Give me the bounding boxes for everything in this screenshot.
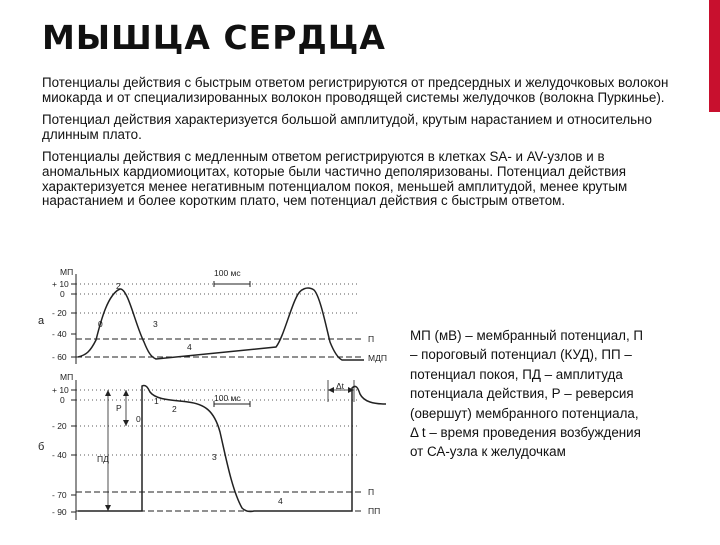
panel-b-phase-1: 1 (154, 396, 159, 406)
panel-b-tick: + 10 (52, 385, 69, 395)
panel-a-trace (78, 288, 364, 360)
reversal-arrowhead (123, 390, 129, 396)
panel-a-phase-0: 0 (98, 319, 103, 329)
panel-b-axis-label: МП (60, 372, 74, 382)
panel-a-tick: + 10 (52, 279, 69, 289)
panel-b-tick: - 40 (52, 450, 67, 460)
panel-a-tick: - 40 (52, 329, 67, 339)
panel-b-delta-t-marker: Δt (336, 381, 345, 391)
panel-b-reversal-marker: Р (116, 403, 122, 413)
panel-a-threshold-label: П (368, 334, 375, 344)
paragraph-fast-response: Потенциалы действия с быстрым ответом регистрируются от предсердных и желудочковых волокон миокарда и от специализированных волокон проводящей системы желудочков (волокна Пуркинье). (42, 75, 669, 105)
delta-t-arrowhead (328, 387, 334, 393)
amplitude-arrowhead (105, 505, 111, 511)
panel-b-tick: - 70 (52, 490, 67, 500)
paragraph-slow-response: Потенциалы действия с медленным ответом регистрируются в клетках SA- и AV-узлов и в аномальных кардиомиоцитах, которые были частично деполяризованы. Потенциал действия характеризуется менее негативным потенциалом покоя, меньшей амплитудой, менее крутым нарастанием и более коротким плато, чем потенциал действия с быстрым ответом. (42, 149, 628, 209)
panel-a-tick: - 60 (52, 352, 67, 362)
panel-b-threshold-label: П (368, 487, 375, 497)
panel-b-scale-label: 100 мс (214, 393, 241, 403)
panel-a-tick: - 20 (52, 308, 67, 318)
panel-a-mdp-label: МДП (368, 353, 387, 363)
panel-b-phase-3: 3 (212, 452, 217, 462)
panel-a-phase-2: 2 (116, 281, 121, 291)
panel-b-tick: - 90 (52, 507, 67, 517)
amplitude-arrowhead (105, 390, 111, 396)
body-text (42, 76, 682, 217)
panel-a-label: а (38, 315, 45, 327)
panel-b-tick: - 20 (52, 421, 67, 431)
panel-b-phase-4: 4 (278, 496, 283, 506)
reversal-arrowhead (123, 420, 129, 426)
accent-bar (709, 0, 720, 112)
panel-b-amplitude-marker: ПД (97, 454, 109, 464)
panel-a-phase-4: 4 (187, 342, 192, 352)
panel-b-label: б (38, 441, 45, 453)
panel-b-phase-2: 2 (172, 404, 177, 414)
panel-b-rest-label: ПП (368, 506, 381, 516)
action-potential-diagram (38, 262, 438, 540)
paragraph-fast-characteristics: Потенциал действия характеризуется большой амплитудой, крутым нарастанием и относительно длинным плато. (42, 112, 652, 142)
action-potential-figure (38, 262, 438, 540)
panel-a-phase-3: 3 (153, 319, 158, 329)
panel-b-tick: 0 (60, 395, 65, 405)
slide-title: МЫШЦА СЕРДЦА (42, 18, 386, 57)
figure-legend: МП (мВ) – мембранный потенциал, П – пороговый потенциал (КУД), ПП – потенциал покоя, ПД – амплитуда потенциала действия, Р – реверсия (овершут) мембранного потенциала, Δ t – время проведения возбуждения от СА-узла к желудочкам (410, 328, 644, 460)
panel-a-scale-label: 100 мс (214, 268, 241, 278)
panel-b-phase-0: 0 (136, 414, 141, 424)
panel-a-axis-label: МП (60, 267, 74, 277)
panel-a-tick: 0 (60, 289, 65, 299)
